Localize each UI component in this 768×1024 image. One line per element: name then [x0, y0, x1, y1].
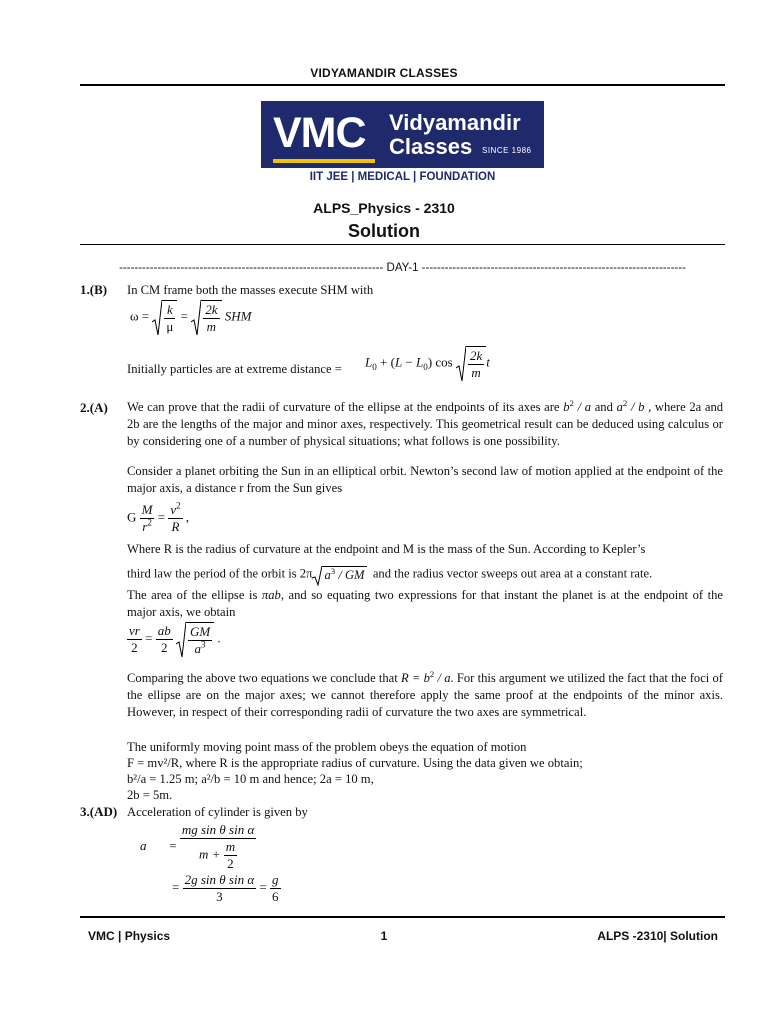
- frac-GM: GM: [189, 624, 211, 639]
- q2-area-text: The area of the ellipse is: [127, 588, 258, 602]
- q2-conclude-text: Comparing the above two equations we conclude that: [127, 671, 398, 685]
- frac-m-over-2: [224, 839, 237, 872]
- expr-plus: + (: [380, 354, 395, 370]
- frac-2k-b: 2k: [469, 348, 483, 363]
- frac-a: a: [194, 641, 202, 656]
- eq-equals: =: [157, 509, 166, 525]
- q2-2pi: 2π: [299, 566, 313, 581]
- q2-gravity-equation: [127, 502, 189, 535]
- frac-v2-over-R: [168, 502, 182, 535]
- expr-L: L: [394, 354, 403, 370]
- q3-acceleration-eq-1: [140, 822, 256, 872]
- q2-conclude-rest: . For this argument we utilized the fact that the foci of the ellipse are on the major axes; we cannot therefore apply the same proof at the endpoints of the minor axis. However, in respect of their corresponding radii of curvature the two axes are symmetrical.: [127, 671, 724, 719]
- logo-box: [261, 101, 544, 168]
- frac-accel-num: mg sin θ sin α: [181, 822, 255, 837]
- q3-equals: =: [169, 837, 177, 853]
- q2-b-sup: 2: [569, 397, 574, 408]
- expr-t: t: [486, 354, 490, 370]
- eq2-period: .: [217, 630, 221, 646]
- frac-ab: ab: [157, 623, 171, 638]
- frac-accel-2: [183, 872, 257, 905]
- q2-over-b: / b ,: [630, 400, 652, 414]
- q2-pi-ab: πab: [261, 588, 281, 602]
- expr-L0-sub: 0: [372, 362, 377, 373]
- q2-kepler-text: third law the period of the orbit is: [127, 566, 297, 581]
- eq-comma: ,: [185, 509, 190, 525]
- expr-minus: −: [405, 354, 413, 370]
- logo-name-line1: Vidyamandir: [389, 110, 521, 135]
- q2-area-rest: , and so equating two expressions for that instant the planet is at the endpoint of the major axis, we obtain: [127, 588, 724, 619]
- q2-paragraph-1: [127, 399, 723, 450]
- day-divider: --------------------------------------------------------------------- DAY-1 ---------------------------------------------------------------------: [119, 262, 686, 274]
- frac-six: 6: [272, 889, 279, 904]
- logo-since: SINCE 1986: [482, 146, 532, 155]
- q2-paragraph-10: 2b = 5m.: [127, 788, 173, 802]
- footer-left: VMC | Physics: [88, 929, 171, 943]
- page-number: 1: [380, 929, 388, 943]
- frac-m2-num: m: [225, 839, 236, 854]
- frac-accel2-num: 2g sin θ sin α: [184, 872, 255, 887]
- logo-mark: VMC: [273, 109, 366, 157]
- frac-ab-over-2: [156, 623, 173, 656]
- logo-name-line2: Classes: [389, 134, 473, 159]
- sqrt-k-over-mu: [152, 300, 177, 335]
- q2-R-sup: 2: [429, 668, 435, 679]
- frac-mu: μ: [166, 319, 174, 334]
- header-rule: [80, 84, 725, 86]
- q2-R-eq: R = b: [400, 671, 430, 685]
- q1-intro: In CM frame both the masses execute SHM with: [127, 283, 374, 297]
- q2-a: a: [616, 400, 623, 414]
- frac-a-sup: 3: [201, 639, 206, 650]
- frac-2k: 2k: [205, 302, 218, 317]
- rad-GM: / GM: [338, 568, 365, 582]
- q2-p1-text: We can prove that the radii of curvature of the ellipse at the endpoints of its axes are: [127, 400, 560, 414]
- shm-label: SHM: [224, 308, 252, 324]
- eq2-equals: =: [145, 630, 153, 646]
- q2-paragraph-5: [127, 587, 723, 621]
- question-2-label: 2.(A): [80, 400, 108, 415]
- sqrt-a3-over-GM: [312, 566, 366, 583]
- q2-over-a: / a: [577, 400, 592, 414]
- frac-accel-den-m: m +: [199, 846, 221, 862]
- frac-two: 2: [131, 640, 138, 655]
- rad-a: a: [324, 568, 331, 582]
- q2-and: and: [594, 400, 613, 414]
- q1-extreme-expression: [365, 346, 490, 381]
- frac-r-sup: 2: [147, 517, 152, 528]
- frac-v: v: [170, 502, 177, 517]
- frac-v-sup: 2: [176, 500, 181, 511]
- frac-m2-den: 2: [227, 856, 234, 871]
- frac-r: r: [142, 519, 148, 534]
- frac-m: m: [206, 319, 217, 334]
- frac-g-over-6: [270, 872, 281, 905]
- logo-underline: [273, 159, 375, 163]
- q2-R-over-a: / a: [437, 671, 451, 685]
- q3-a: a: [140, 837, 147, 853]
- q3-equals-3: =: [259, 879, 267, 895]
- question-3-label: 3.(AD): [80, 804, 118, 819]
- q2-a-sup: 2: [622, 397, 628, 408]
- frac-m-b: m: [471, 365, 481, 380]
- expr-L0: L: [365, 354, 373, 370]
- q3-equals-2: =: [172, 879, 180, 895]
- frac-R: R: [171, 519, 180, 534]
- expr-L0b-sub: 0: [423, 362, 428, 373]
- q2-paragraph-8: F = mv²/R, where R is the appropriate radius of curvature. Using the data given we obtain;: [127, 756, 583, 770]
- q1-extreme-text: Initially particles are at extreme distance =: [127, 362, 342, 376]
- frac-g: g: [272, 872, 279, 887]
- sqrt-2k-over-m-2: [456, 346, 486, 381]
- q2-paragraph-9: b²/a = 1.25 m; a²/b = 10 m and hence; 2a = 10 m,: [127, 772, 374, 786]
- q2-kepler-rest: and the radius vector sweeps out area at a constant rate.: [372, 566, 653, 581]
- q2-area-equation: [127, 622, 221, 657]
- q2-kepler-line: [127, 566, 652, 583]
- sqrt-GM-over-a3: [176, 622, 214, 657]
- frac-M: M: [141, 502, 153, 517]
- q2-p1-rest: where 2a and 2b are the lengths of the major and minor axes, respectively. This geometrical result can be deduced using calculus or by considering one of a number of physical situations; what follows is one possibility.: [127, 400, 724, 448]
- footer-right: ALPS -2310| Solution: [597, 929, 718, 943]
- sqrt-2k-over-m: [191, 300, 221, 335]
- footer-rule: [80, 916, 725, 918]
- frac-M-over-r2: [140, 502, 155, 535]
- q1-omega-equation: [130, 300, 251, 335]
- expr-L0b: L: [416, 354, 424, 370]
- frac-two-b: 2: [160, 640, 168, 655]
- frac-vr: vr: [129, 623, 140, 638]
- expr-cos: ) cos: [427, 354, 453, 370]
- q2-paragraph-7: The uniformly moving point mass of the problem obeys the equation of motion: [127, 740, 527, 754]
- rad-a-sup: 3: [330, 565, 336, 576]
- vmc-logo: [261, 101, 544, 191]
- q2-paragraph-3: Where R is the radius of curvature at the endpoint and M is the mass of the Sun. According to Kepler’s: [127, 542, 646, 556]
- frac-accel2-den: 3: [216, 889, 223, 904]
- q2-paragraph-2: Consider a planet orbiting the Sun in an elliptical orbit. Newton’s second law of motion applied at the endpoint of the major axis, a distance r from the Sun gives: [127, 464, 723, 495]
- q3-intro: Acceleration of cylinder is given by: [127, 805, 308, 819]
- document-title: ALPS_Physics - 2310: [313, 200, 455, 216]
- frac-k: k: [164, 302, 175, 319]
- omega-lhs: ω =: [130, 308, 150, 324]
- document-subtitle: Solution: [348, 221, 420, 241]
- q2-b: b: [563, 400, 570, 414]
- running-header: VIDYAMANDIR CLASSES: [310, 66, 458, 80]
- q3-acceleration-eq-2: [172, 872, 281, 905]
- q2-paragraph-6: [127, 670, 723, 721]
- title-rule: [80, 244, 725, 245]
- eq-sign: =: [180, 308, 188, 324]
- frac-accel-1: [180, 822, 256, 872]
- frac-vr-over-2: [127, 623, 142, 656]
- eq-G: G: [127, 509, 137, 525]
- question-1-label: 1.(B): [80, 282, 108, 297]
- logo-tagline: IIT JEE | MEDICAL | FOUNDATION: [309, 171, 496, 183]
